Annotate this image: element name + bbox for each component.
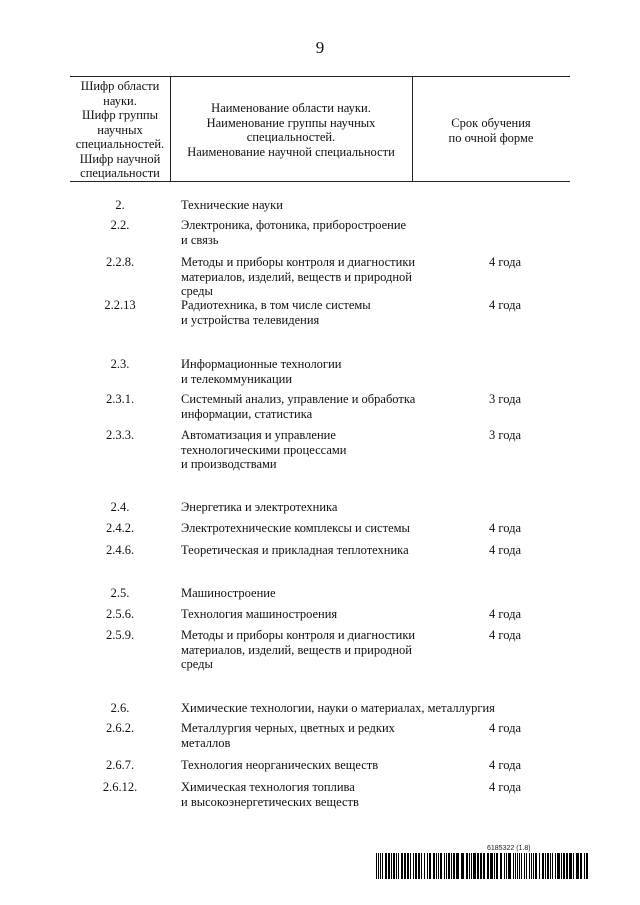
study-term: 3 года bbox=[489, 428, 521, 442]
document-code: 6185322 (1.8) bbox=[487, 845, 531, 852]
specialty-code: 2.2.8. bbox=[105, 255, 135, 269]
specialty-code: 2.3.3. bbox=[105, 428, 135, 442]
study-term: 4 года bbox=[489, 607, 521, 621]
page-number: 9 bbox=[315, 38, 325, 57]
specialty-name: Автоматизация и управление технологическими процессами и производствами bbox=[181, 428, 347, 471]
specialty-code: 2.6.7. bbox=[105, 758, 135, 772]
study-term: 4 года bbox=[489, 521, 521, 535]
specialty-name: Технология машиностроения bbox=[181, 607, 338, 621]
specialty-name: Металлургия черных, цветных и редких металлов bbox=[181, 721, 395, 750]
study-term: 4 года bbox=[489, 298, 521, 312]
specialty-name: Информационные технологии и телекоммуникации bbox=[181, 357, 342, 386]
specialty-name: Электротехнические комплексы и системы bbox=[181, 521, 410, 535]
specialty-code: 2.6.12. bbox=[102, 780, 138, 794]
specialty-code: 2.5.9. bbox=[105, 628, 135, 642]
specialty-name: Радиотехника, в том числе системы и устройства телевидения bbox=[181, 298, 371, 327]
header-name-column: Наименование области науки. Наименование группы научных специальностей. Наименование научной специальности bbox=[187, 101, 395, 159]
specialty-name: Теоретическая и прикладная теплотехника bbox=[181, 543, 409, 557]
specialty-name: Химические технологии, науки о материалах, металлургия bbox=[181, 701, 495, 715]
barcode bbox=[376, 853, 590, 879]
study-term: 4 года bbox=[489, 255, 521, 269]
specialty-code: 2.6.2. bbox=[105, 721, 135, 735]
header-code-column: Шифр области науки. Шифр группы научных специальностей. Шифр научной специальности bbox=[75, 79, 165, 180]
study-term: 3 года bbox=[489, 392, 521, 406]
specialty-code: 2.3.1. bbox=[105, 392, 135, 406]
specialty-name: Энергетика и электротехника bbox=[181, 500, 338, 514]
specialty-code: 2.6. bbox=[110, 701, 130, 715]
specialty-code: 2. bbox=[115, 198, 125, 212]
specialty-name: Машиностроение bbox=[181, 586, 276, 600]
specialty-name: Методы и приборы контроля и диагностики материалов, изделий, веществ и природной среды bbox=[181, 628, 416, 671]
study-term: 4 года bbox=[489, 780, 521, 794]
specialty-code: 2.3. bbox=[110, 357, 130, 371]
specialty-code: 2.2.13 bbox=[104, 298, 136, 312]
specialty-name: Химическая технология топлива и высокоэнергетических веществ bbox=[181, 780, 359, 809]
specialty-code: 2.2. bbox=[110, 218, 130, 232]
study-term: 4 года bbox=[489, 758, 521, 772]
specialty-code: 2.4. bbox=[110, 500, 130, 514]
study-term: 4 года bbox=[489, 721, 521, 735]
specialty-name: Технология неорганических веществ bbox=[181, 758, 379, 772]
specialty-code: 2.4.6. bbox=[105, 543, 135, 557]
specialty-name: Электроника, фотоника, приборостроение и связь bbox=[181, 218, 407, 247]
specialty-name: Системный анализ, управление и обработка информации, статистика bbox=[181, 392, 416, 421]
specialty-code: 2.5. bbox=[110, 586, 130, 600]
study-term: 4 года bbox=[489, 628, 521, 642]
specialty-name: Технические науки bbox=[181, 198, 283, 212]
header-term-column: Срок обучения по очной форме bbox=[448, 116, 534, 145]
specialty-code: 2.5.6. bbox=[105, 607, 135, 621]
specialty-code: 2.4.2. bbox=[105, 521, 135, 535]
table-header bbox=[70, 76, 570, 182]
study-term: 4 года bbox=[489, 543, 521, 557]
specialty-name: Методы и приборы контроля и диагностики материалов, изделий, веществ и природной среды bbox=[181, 255, 416, 298]
